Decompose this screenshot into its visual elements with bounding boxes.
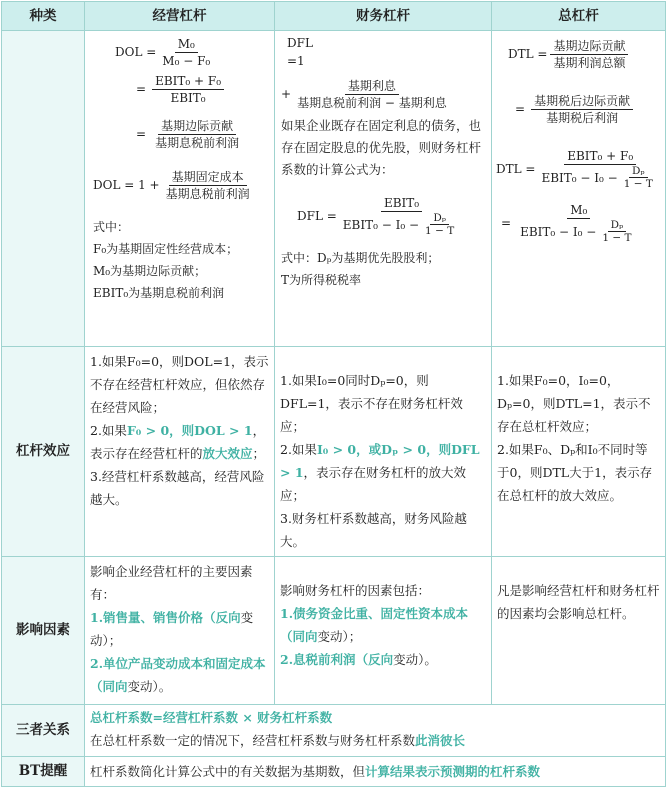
dtl-fraction-1 <box>550 38 628 71</box>
effect-fin-2 <box>280 438 486 507</box>
effect-op-2c: ，表示存在经营杠杆的 <box>90 423 266 461</box>
dfl-lhs-3: DFL = <box>297 208 337 223</box>
dol2-lhs: DOL = 1 + <box>93 178 160 192</box>
factors-fin-2b: （反向 <box>355 652 394 667</box>
factors-financial <box>275 557 492 705</box>
dol-notes <box>93 216 269 304</box>
relation-line-2a: 在总杠杆系数一定的情况下，经营杠杆系数与财务杠杆系数 <box>90 733 416 748</box>
dtl-f3-den-a: EBIT₀ − I₀ − <box>541 170 618 185</box>
factors-operating <box>85 557 275 705</box>
dfl-dp-num: Dₚ <box>430 212 449 225</box>
dol-fraction-3 <box>152 118 242 151</box>
dol-formula-3 <box>133 118 269 151</box>
dol-f4-num: 基期固定成本 <box>169 169 247 186</box>
dtl-lhs-3: DTL = <box>496 161 536 176</box>
factors-op-2 <box>90 652 269 698</box>
effect-op-2 <box>90 419 269 465</box>
dol-f1-den: M₀ − F₀ <box>162 54 211 68</box>
factors-fin-1a: 1.债务资金比重、固定性资本成本 <box>280 606 469 621</box>
formula-row-label <box>2 31 85 347</box>
dtl-eq-4: = <box>501 215 512 230</box>
factors-fin-2a: 2.息税前利润 <box>280 652 356 667</box>
dtl-f3-num: EBIT₀ + F₀ <box>564 148 636 165</box>
relation-line-2 <box>90 729 660 752</box>
dtl-f2-den: 基期税后利润 <box>546 111 619 125</box>
dfl-notes <box>281 247 486 291</box>
tip-text-a: 杠杆系数简化计算公式中的有关数据为基期数，但 <box>90 764 366 779</box>
dtl-f4-den-a: EBIT₀ − I₀ − <box>520 224 597 239</box>
dtl-dp2-num: Dₚ <box>608 219 627 232</box>
dtl-dp-fraction-2 <box>599 219 634 244</box>
dtl-f4-num: M₀ <box>567 202 590 219</box>
financial-formula-cell <box>275 31 492 347</box>
dol-eq-3: = <box>136 127 147 141</box>
dol-fraction-2 <box>152 73 224 106</box>
effect-row <box>2 347 666 557</box>
dtl-formula-4 <box>498 202 660 244</box>
dtl-eq-2: = <box>515 102 526 116</box>
factors-op-1a: 1.销售量、销售价格 <box>90 610 204 625</box>
factors-op-2b: （同向 <box>90 679 128 694</box>
header-financial: 财务杠杆 <box>275 2 492 31</box>
dfl-lhs-1: DFL <box>287 36 313 50</box>
dtl-f1-num: 基期边际贡献 <box>550 38 628 55</box>
factors-op-2c: 变动）。 <box>127 679 172 694</box>
dtl-formula-1 <box>508 38 660 71</box>
factors-op-2a: 2.单位产品变动成本和固定成本 <box>90 656 266 671</box>
factors-fin-intro: 影响财务杠杆的因素包括： <box>280 583 431 598</box>
dtl-dp2-den: 1 − T <box>602 232 632 244</box>
factors-fin-2 <box>280 648 486 671</box>
dtl-f3-den <box>538 165 661 190</box>
factors-tot: 凡是影响经营杠杆和财务杠杆的因素均会影响总杠杆。 <box>497 583 660 621</box>
dfl-dp-fraction <box>422 212 457 237</box>
effect-tot-1: 1.如果F₀=0，I₀=0，Dₚ=0，则DTL=1，表示不存在总杠杆效应； <box>497 373 651 434</box>
effect-op-2b: F₀ > 0，则DOL > 1 <box>126 423 253 438</box>
dfl-plus: + <box>281 87 292 101</box>
dtl-fraction-4 <box>517 202 640 244</box>
tip-content <box>85 757 666 787</box>
tip-label: BT提醒 <box>2 757 85 787</box>
formula-row <box>2 31 666 347</box>
dtl-formula-2 <box>512 93 660 126</box>
relation-line-2b: 此消彼长 <box>415 733 466 748</box>
dtl-dp-fraction-1 <box>621 165 656 190</box>
dtl-fraction-3 <box>538 148 661 190</box>
factors-total <box>492 557 666 705</box>
dfl-f2-den-a: EBIT₀ − I₀ − <box>342 217 420 232</box>
dol-formula-4 <box>93 169 269 202</box>
factors-fin-1 <box>280 602 486 648</box>
header-row <box>2 2 666 31</box>
factors-fin-1b: （同向 <box>280 629 318 644</box>
effect-fin-1: 1.如果I₀=0同时Dₚ=0，则DFL=1，表示不存在财务杠杆效应； <box>280 373 463 434</box>
dfl-lhs-2: =1 <box>287 54 305 68</box>
effect-fin-2a: 2.如果 <box>280 442 317 457</box>
header-total: 总杠杆 <box>492 2 666 31</box>
dfl-text: 如果企业既存在固定利息的债务，也存在固定股息的优先股，则财务杠杆系数的计算公式为： <box>281 118 482 177</box>
factors-row <box>2 557 666 705</box>
dfl-formula-2 <box>297 195 486 237</box>
dfl-fraction-2 <box>340 195 463 237</box>
dfl-f2-den <box>340 212 463 237</box>
effect-fin-2c: ，表示存在财务杠杆的放大效应； <box>280 465 467 503</box>
dfl-formula-1 <box>281 78 486 111</box>
effect-op-2e: ； <box>252 446 266 461</box>
effect-fin-2b: I₀ > 0，或Dₚ > 0，则DFL > 1 <box>280 442 480 480</box>
effect-op-3: 3.经营杠杆系数越高，经营风险越大。 <box>90 469 265 507</box>
relation-content <box>85 705 666 757</box>
dol-fraction-1 <box>159 36 213 69</box>
dfl-note-1: 式中：Dₚ为基期优先股股利； <box>281 251 440 265</box>
dol-f4-den: 基期息税前利润 <box>165 187 250 201</box>
factors-label: 影响因素 <box>2 557 85 705</box>
effect-financial <box>275 347 492 557</box>
effect-op-2a: 2.如果 <box>90 423 127 438</box>
effect-op-2d: 放大效应 <box>202 446 253 461</box>
dfl-fraction-1 <box>294 78 450 111</box>
relation-line-1: 总杠杆系数=经营杠杆系数 × 财务杠杆系数 <box>90 710 333 725</box>
dtl-f4-den <box>517 219 640 244</box>
factors-op-1 <box>90 606 269 652</box>
dfl-note-2: T为所得税税率 <box>281 273 362 287</box>
factors-op-1c: 变动）； <box>90 610 254 648</box>
factors-op-1b: （反向 <box>203 610 241 625</box>
dol-note-1: F₀为基期固定性经营成本； <box>93 242 239 256</box>
factors-op-intro: 影响企业经营杠杆的主要因素有： <box>90 564 253 602</box>
dtl-dp1-num: Dₚ <box>629 165 648 178</box>
effect-fin-3: 3.财务杠杆系数越高，财务风险越大。 <box>280 511 467 549</box>
dtl-f2-num: 基期税后边际贡献 <box>531 93 633 110</box>
dtl-f1-den: 基期利润总额 <box>553 56 626 70</box>
dol-formula-1 <box>115 36 269 69</box>
dol-f3-num: 基期边际贡献 <box>158 118 236 135</box>
dfl-dp-den: 1 − T <box>425 225 455 237</box>
factors-fin-1c: 变动）； <box>317 629 362 644</box>
dol-f2-den: EBIT₀ <box>170 91 206 105</box>
dol-f1-num: M₀ <box>175 36 198 53</box>
header-operating: 经营杠杆 <box>85 2 275 31</box>
dfl-f2-num: EBIT₀ <box>381 195 422 212</box>
effect-tot-2: 2.如果F₀、Dₚ和I₀不同时等于0，则DTL大于1，表示存在总杠杆的放大效应。 <box>497 442 653 503</box>
dol-f3-den: 基期息税前利润 <box>155 136 240 150</box>
dol-eq-2: = <box>136 82 147 96</box>
dtl-dp1-den: 1 − T <box>623 178 653 190</box>
dol-note-3: EBIT₀为基期息税前利润 <box>93 286 225 300</box>
effect-label: 杠杆效应 <box>2 347 85 557</box>
total-formula-cell <box>492 31 666 347</box>
effect-total <box>492 347 666 557</box>
effect-op-1: 1.如果F₀=0，则DOL=1，表示不存在经营杠杆效应，但依然存在经营风险； <box>90 354 269 415</box>
dol-note-2: M₀为基期边际贡献； <box>93 264 207 278</box>
dtl-formula-3 <box>496 148 660 190</box>
dtl-fraction-2 <box>531 93 633 126</box>
dol-note-title: 式中： <box>93 220 130 234</box>
dol-f2-num: EBIT₀ + F₀ <box>152 73 224 90</box>
header-kind: 种类 <box>2 2 85 31</box>
tip-row <box>2 757 666 787</box>
leverage-table <box>1 1 666 787</box>
dol-fraction-4 <box>163 169 253 202</box>
effect-operating <box>85 347 275 557</box>
relation-row <box>2 705 666 757</box>
factors-fin-2c: 变动）。 <box>393 652 437 667</box>
operating-formula-cell <box>85 31 275 347</box>
dfl-f1-num: 基期利息 <box>345 78 399 95</box>
relation-label: 三者关系 <box>2 705 85 757</box>
dfl-f1-den: 基期息税前利润 − 基期利息 <box>297 96 447 110</box>
dol-lhs: DOL = <box>115 45 157 59</box>
dol-formula-2 <box>133 73 269 106</box>
dtl-lhs-1: DTL = <box>508 47 548 61</box>
tip-text-b: 计算结果表示预测期的杠杆系数 <box>365 764 541 779</box>
